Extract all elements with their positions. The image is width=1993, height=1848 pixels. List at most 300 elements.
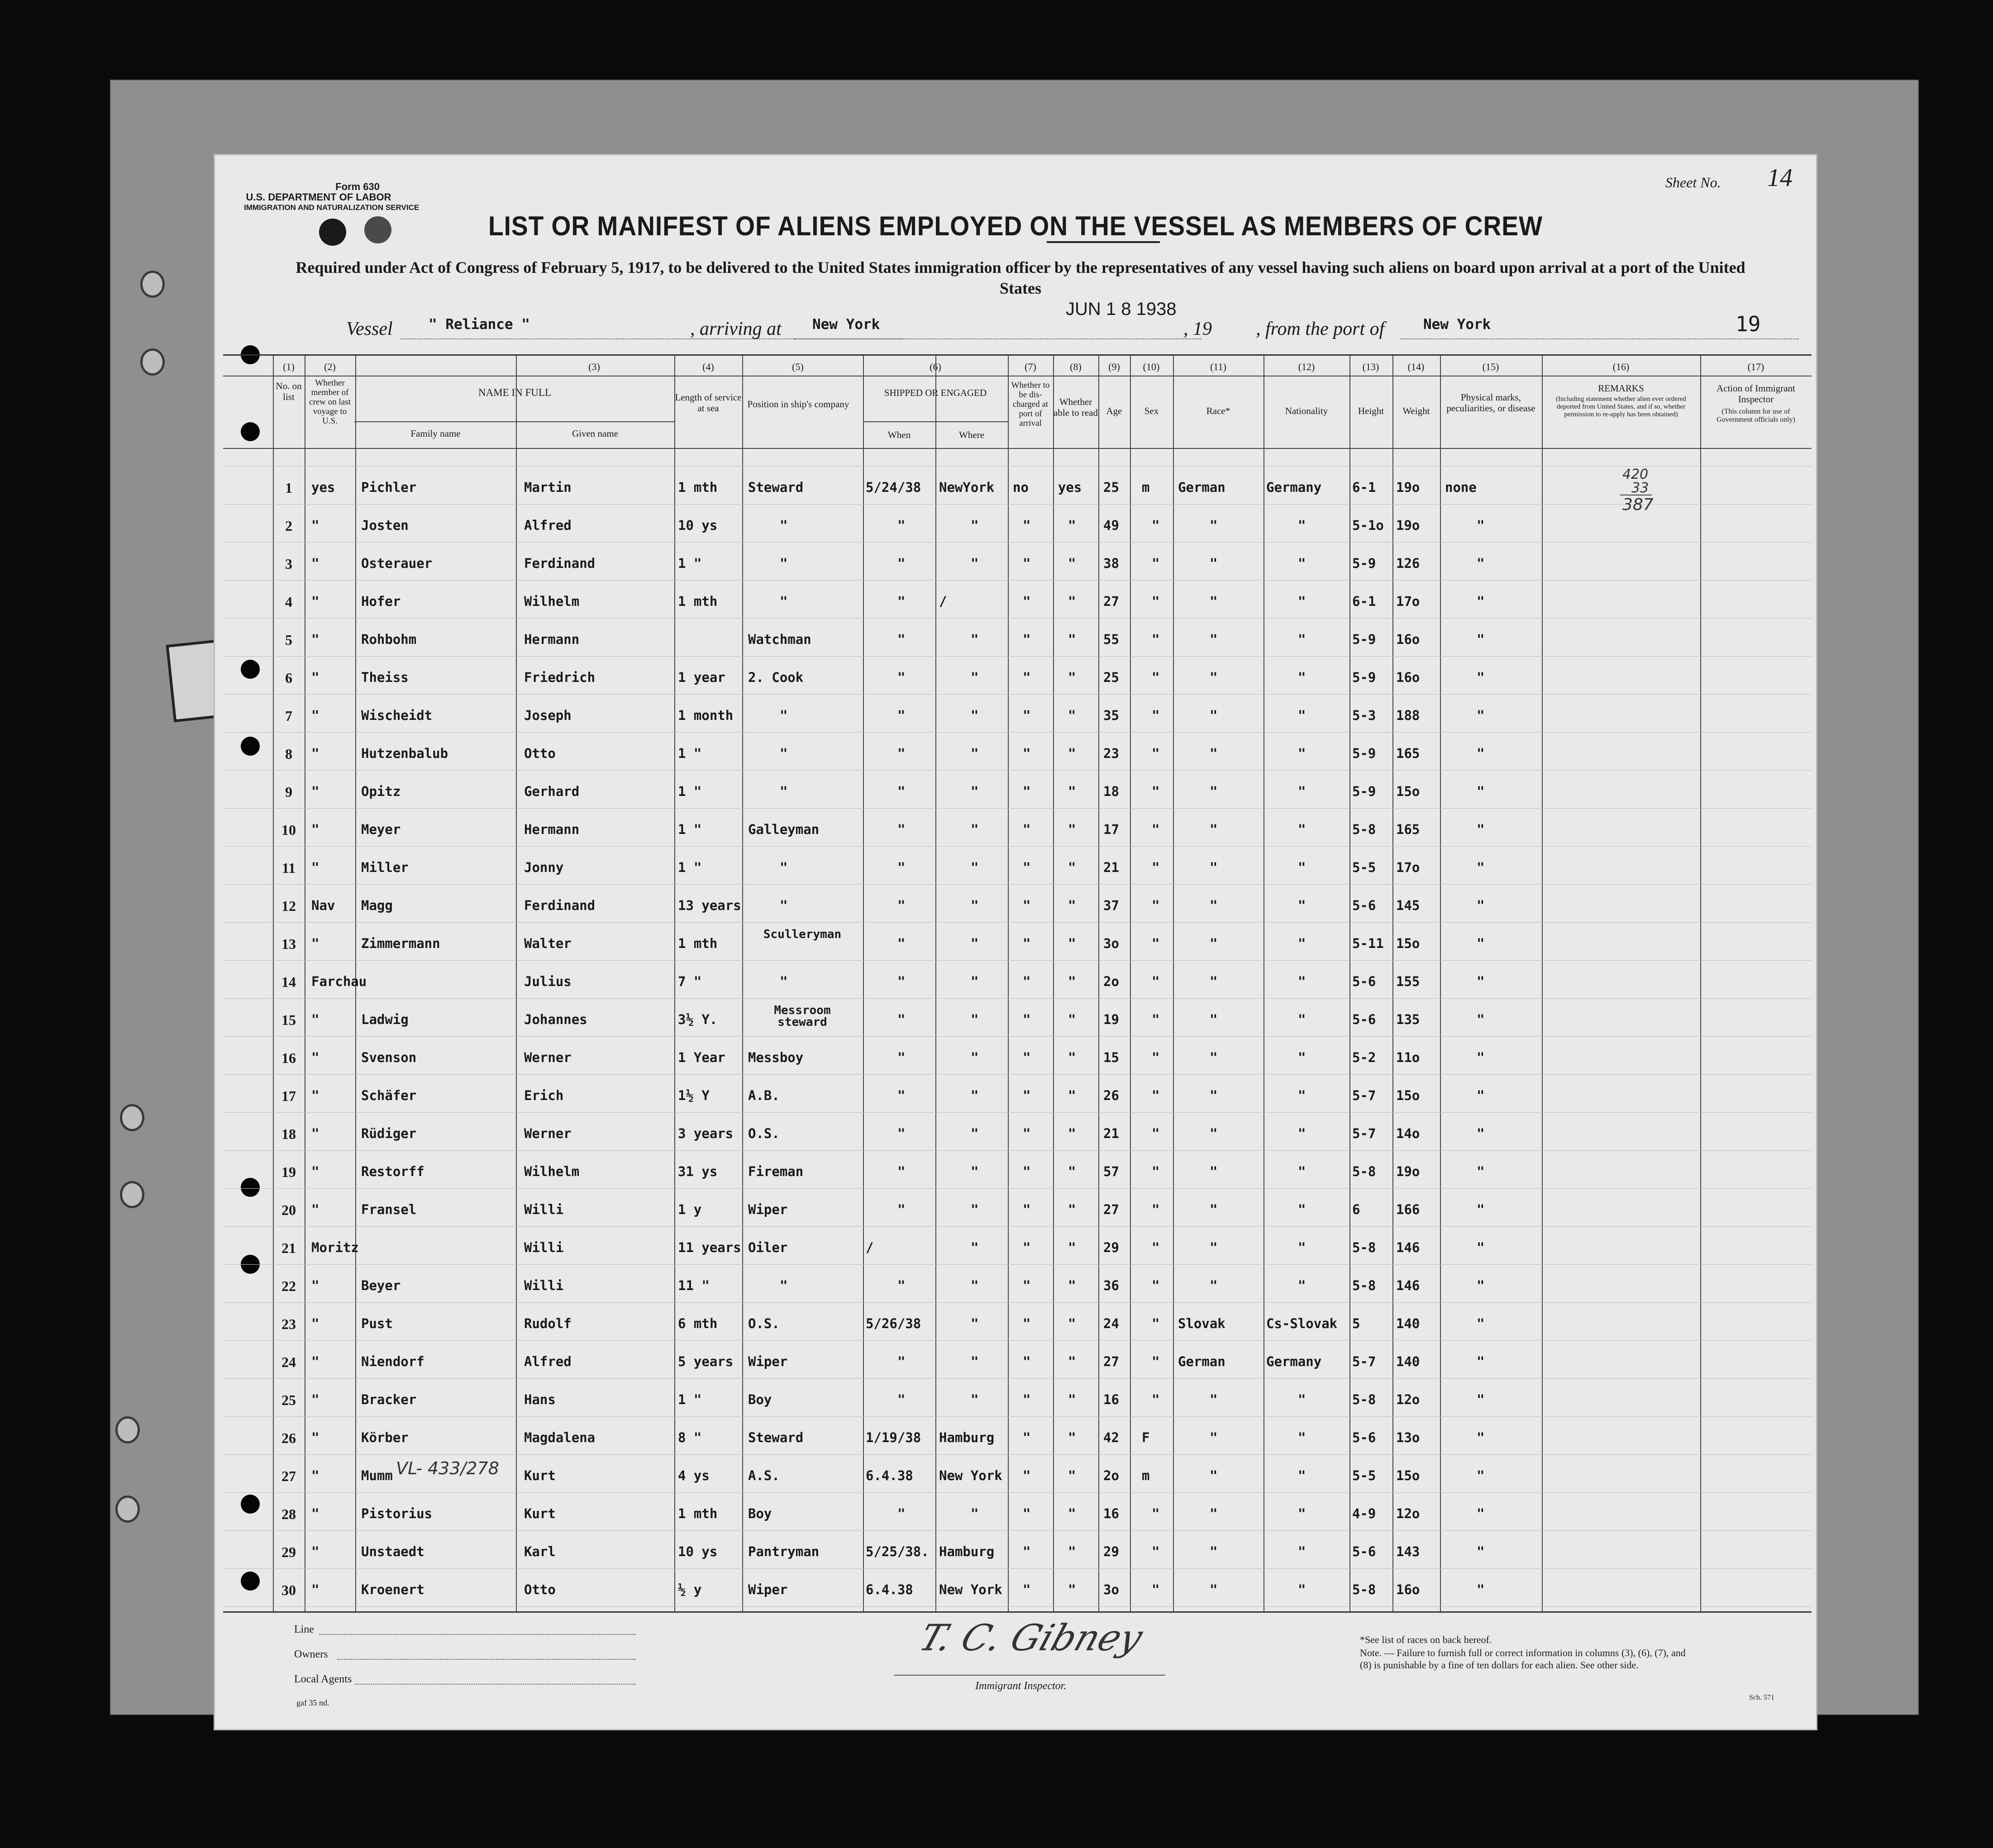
cell-nat: "	[1298, 1544, 1306, 1559]
cell-where: "	[971, 898, 979, 913]
form-title: LIST OR MANIFEST OF ALIENS EMPLOYED ON THE VESSEL AS MEMBERS OF CREW	[488, 211, 1543, 241]
cell-weight: 15o	[1396, 1088, 1420, 1103]
inspector-label: Immigrant Inspector.	[975, 1680, 1067, 1692]
cell-sex: "	[1152, 632, 1160, 647]
cell-nat: Cs-Slovak	[1266, 1316, 1338, 1331]
cell-age: 55	[1103, 632, 1119, 647]
cell-disch: "	[1023, 632, 1031, 647]
cell-where: "	[971, 1278, 979, 1293]
row-rule	[223, 466, 1812, 467]
column-rule	[1053, 356, 1054, 1611]
remarks-calc-3: 387	[1622, 495, 1654, 514]
cell-read: "	[1068, 594, 1076, 609]
cell-position: A.S.	[748, 1468, 780, 1483]
cell-height: 5-8	[1352, 1164, 1376, 1179]
cell-nat: "	[1298, 708, 1306, 723]
row-rule	[223, 1036, 1812, 1037]
hdr-action-sub: (This column for use of Government officials only)	[1716, 408, 1795, 424]
cell-weight: 12o	[1396, 1392, 1420, 1407]
cell-height: 5-9	[1352, 632, 1376, 647]
cell-nat: "	[1298, 746, 1306, 761]
cell-height: 5-1o	[1352, 518, 1384, 533]
cell-phys: "	[1477, 708, 1485, 723]
cell-weight: 145	[1396, 898, 1420, 913]
cell-disch: "	[1023, 1164, 1031, 1179]
cell-no: 4	[285, 594, 292, 610]
cell-phys: "	[1477, 1240, 1485, 1255]
cell-disch: "	[1023, 1050, 1031, 1065]
right-number: 19	[1736, 312, 1761, 336]
cell-last: "	[311, 1088, 319, 1103]
cell-no: 1	[285, 480, 292, 496]
cell-read: "	[1068, 936, 1076, 951]
department-label: U.S. DEPARTMENT OF LABOR	[246, 191, 391, 203]
cell-service: 1 Year	[678, 1050, 725, 1065]
cell-phys: "	[1477, 1582, 1485, 1597]
cell-phys: "	[1477, 936, 1485, 951]
cell-race: "	[1210, 746, 1218, 761]
cell-when: "	[897, 860, 906, 875]
cell-sex: "	[1152, 518, 1160, 533]
cell-sex: "	[1152, 1544, 1160, 1559]
cell-last: Moritz	[311, 1240, 359, 1255]
cell-phys: "	[1477, 1506, 1485, 1521]
cell-sex: "	[1152, 936, 1160, 951]
cell-age: 2o	[1103, 974, 1119, 989]
cell-age: 19	[1103, 1012, 1119, 1027]
row-rule	[223, 1226, 1812, 1227]
cell-no: 9	[285, 784, 292, 800]
cell-given: Julius	[524, 974, 572, 989]
cell-sex: m	[1142, 480, 1150, 495]
cell-family: Svenson	[361, 1050, 417, 1065]
cell-when: "	[897, 632, 906, 647]
cell-no: 26	[281, 1430, 296, 1446]
cell-where: "	[971, 1506, 979, 1521]
cell-service: 6 mth	[678, 1316, 718, 1331]
cell-where: "	[971, 974, 979, 989]
cell-race: "	[1210, 594, 1218, 609]
cell-disch: "	[1023, 1202, 1031, 1217]
cell-nat: "	[1298, 1012, 1306, 1027]
cell-race: "	[1210, 1088, 1218, 1103]
cell-given: Hermann	[524, 632, 580, 647]
cell-read: "	[1068, 1050, 1076, 1065]
row-rule	[223, 960, 1812, 961]
cell-where: "	[971, 822, 979, 837]
cell-where: New York	[939, 1468, 1002, 1483]
cell-when: "	[897, 1012, 906, 1027]
column-rule	[273, 356, 274, 1611]
cell-service: 1 "	[678, 822, 702, 837]
cell-position: Galleyman	[748, 822, 820, 837]
cell-no: 25	[281, 1392, 296, 1408]
cell-height: 5-6	[1352, 1430, 1376, 1445]
cell-where: "	[971, 670, 979, 685]
cell-age: 27	[1103, 1354, 1119, 1369]
cell-height: 5-7	[1352, 1088, 1376, 1103]
cell-position: Pantryman	[748, 1544, 820, 1559]
cell-when: "	[897, 594, 906, 609]
cell-service: 1 mth	[678, 480, 718, 495]
cell-read: "	[1068, 1582, 1076, 1597]
cell-when: /	[866, 1240, 874, 1255]
cell-given: Werner	[524, 1050, 572, 1065]
cell-no: 17	[281, 1088, 296, 1104]
column-number: (17)	[1747, 361, 1764, 372]
cell-where: "	[971, 1392, 979, 1407]
cell-service: 3 years	[678, 1126, 734, 1141]
cell-disch: "	[1023, 556, 1031, 571]
cell-family: Zimmermann	[361, 936, 440, 951]
hdr-position: Position in ship's company	[747, 399, 849, 410]
cell-weight: 165	[1396, 822, 1420, 837]
cell-age: 15	[1103, 1050, 1119, 1065]
cell-race: "	[1210, 1240, 1218, 1255]
cell-position: "	[780, 898, 788, 913]
cell-read: "	[1068, 518, 1076, 533]
cell-weight: 16o	[1396, 670, 1420, 685]
cell-phys: "	[1477, 1088, 1485, 1103]
cell-weight: 188	[1396, 708, 1420, 723]
cell-when: "	[897, 556, 906, 571]
column-rule	[1008, 356, 1009, 1611]
hdr-age: Age	[1106, 405, 1122, 416]
cell-no: 10	[281, 822, 296, 838]
cell-nat: "	[1298, 1088, 1306, 1103]
cell-phys: "	[1477, 556, 1485, 571]
cell-read: "	[1068, 1164, 1076, 1179]
cell-given: Walter	[524, 936, 572, 951]
cell-read: "	[1068, 974, 1076, 989]
cell-age: 37	[1103, 898, 1119, 913]
cell-position: Wiper	[748, 1354, 788, 1369]
cell-where: "	[971, 556, 979, 571]
cell-age: 29	[1103, 1544, 1119, 1559]
cell-disch: "	[1023, 1544, 1031, 1559]
cell-nat: Germany	[1266, 480, 1322, 495]
cell-age: 49	[1103, 518, 1119, 533]
cell-family: Restorff	[361, 1164, 424, 1179]
cell-disch: "	[1023, 822, 1031, 837]
cell-where: "	[971, 746, 979, 761]
cell-race: "	[1210, 556, 1218, 571]
cell-disch: "	[1023, 974, 1031, 989]
column-number: (5)	[792, 361, 804, 372]
cell-where: "	[971, 518, 979, 533]
cell-service: 10 ys	[678, 518, 718, 533]
cell-given: Wilhelm	[524, 1164, 580, 1179]
cell-when: "	[897, 1126, 906, 1141]
cell-sex: "	[1152, 1050, 1160, 1065]
hdr-physical: Physical marks, peculiarities, or disease	[1446, 392, 1535, 414]
cell-race: "	[1210, 860, 1218, 875]
cell-weight: 135	[1396, 1012, 1420, 1027]
cell-nat: "	[1298, 1392, 1306, 1407]
column-number: (1)	[283, 361, 295, 372]
cell-weight: 14o	[1396, 1126, 1420, 1141]
cell-age: 3o	[1103, 936, 1119, 951]
cell-phys: "	[1477, 1316, 1485, 1331]
cell-service: 10 ys	[678, 1544, 718, 1559]
cell-nat: "	[1298, 822, 1306, 837]
cell-height: 5-8	[1352, 1392, 1376, 1407]
column-rule	[1700, 356, 1701, 1611]
cell-height: 5-6	[1352, 1012, 1376, 1027]
cell-sex: "	[1152, 1126, 1160, 1141]
cell-phys: "	[1477, 1544, 1485, 1559]
cell-race: "	[1210, 1506, 1218, 1521]
cell-phys: "	[1477, 1430, 1485, 1445]
cell-read: "	[1068, 898, 1076, 913]
cell-age: 2o	[1103, 1468, 1119, 1483]
cell-race: German	[1178, 480, 1225, 495]
cell-position: "	[780, 594, 788, 609]
cell-position: Messroom steward	[774, 1004, 831, 1029]
cell-family: Josten	[361, 518, 409, 533]
cell-nat: "	[1298, 670, 1306, 685]
cell-sex: "	[1152, 556, 1160, 571]
cell-race: "	[1210, 1202, 1218, 1217]
cell-race: German	[1178, 1354, 1225, 1369]
fine-note: Note. — Failure to furnish full or correct information in columns (3), (6), (7), and (8) is punishable by a fine of ten dollars for each alien. See other side.	[1360, 1647, 1686, 1671]
cell-position: Messboy	[748, 1050, 804, 1065]
row-rule	[223, 1302, 1812, 1303]
cell-phys: "	[1477, 898, 1485, 913]
sch-code: Sch. 571	[1749, 1694, 1774, 1701]
cell-where: "	[971, 860, 979, 875]
cell-height: 5-2	[1352, 1050, 1376, 1065]
cell-age: 21	[1103, 1126, 1119, 1141]
cell-where: "	[971, 784, 979, 799]
cell-last: "	[311, 632, 319, 647]
cell-race: "	[1210, 1544, 1218, 1559]
cell-service: 1 mth	[678, 936, 718, 951]
cell-when: "	[897, 974, 906, 989]
cell-race: "	[1210, 1392, 1218, 1407]
cell-family: Körber	[361, 1430, 409, 1445]
cell-nat: "	[1298, 1164, 1306, 1179]
cell-last: "	[311, 594, 319, 609]
cell-age: 35	[1103, 708, 1119, 723]
cell-weight: 146	[1396, 1240, 1420, 1255]
row-rule	[223, 998, 1812, 999]
cell-last: Nav	[311, 898, 335, 913]
column-rule	[863, 356, 864, 1611]
cell-sex: "	[1152, 594, 1160, 609]
from-label: , from the port of	[1256, 319, 1385, 339]
cell-where: "	[971, 1088, 979, 1103]
cell-when: "	[897, 1278, 906, 1293]
cell-family: Rohbohm	[361, 632, 417, 647]
cell-no: 28	[281, 1506, 296, 1522]
cell-where: "	[971, 1240, 979, 1255]
header-rule	[223, 448, 1812, 449]
cell-family: Niendorf	[361, 1354, 424, 1369]
row-rule	[223, 1378, 1812, 1379]
cell-family: Wischeidt	[361, 708, 433, 723]
column-rule	[1542, 356, 1543, 1611]
cell-when: "	[897, 784, 906, 799]
cell-nat: "	[1298, 1126, 1306, 1141]
cell-where: /	[939, 594, 947, 609]
hdr-race: Race*	[1206, 405, 1230, 416]
cell-read: "	[1068, 1430, 1076, 1445]
cell-no: 20	[281, 1202, 296, 1218]
cell-sex: "	[1152, 974, 1160, 989]
cell-last: "	[311, 822, 319, 837]
sheet-no-value: 14	[1767, 164, 1793, 192]
cell-weight: 17o	[1396, 860, 1420, 875]
cell-race: "	[1210, 1278, 1218, 1293]
cell-read: yes	[1058, 480, 1082, 495]
row-rule	[223, 1492, 1812, 1493]
cell-nat: "	[1298, 936, 1306, 951]
cell-race: "	[1210, 1050, 1218, 1065]
cell-weight: 155	[1396, 974, 1420, 989]
cell-service: 1 mth	[678, 594, 718, 609]
cell-when: 5/25/38.	[866, 1544, 929, 1559]
agents-label: Local Agents	[294, 1673, 352, 1685]
row-rule	[223, 1606, 1812, 1607]
column-number: (8)	[1070, 361, 1082, 372]
cell-service: 1 "	[678, 784, 702, 799]
cell-position: "	[780, 860, 788, 875]
punch-hole	[115, 1416, 140, 1443]
cell-sex: "	[1152, 1012, 1160, 1027]
cell-read: "	[1068, 1240, 1076, 1255]
cell-service: 3½ Y.	[678, 1012, 718, 1027]
cell-given: Otto	[524, 1582, 556, 1597]
cell-read: "	[1068, 1012, 1076, 1027]
cell-service: 1 "	[678, 860, 702, 875]
cell-phys: "	[1477, 632, 1485, 647]
cell-no: 30	[281, 1582, 296, 1598]
cell-phys: "	[1477, 1202, 1485, 1217]
cell-nat: "	[1298, 556, 1306, 571]
form-label: Form 630	[335, 181, 380, 192]
cell-weight: 16o	[1396, 1582, 1420, 1597]
cell-age: 21	[1103, 860, 1119, 875]
cell-race: "	[1210, 1012, 1218, 1027]
cell-disch: "	[1023, 1430, 1031, 1445]
hdr-service: Length of service at sea	[675, 392, 742, 414]
cell-last: "	[311, 1050, 319, 1065]
cell-weight: 126	[1396, 556, 1420, 571]
cell-given: Martin	[524, 480, 572, 495]
cell-given: Kurt	[524, 1506, 556, 1521]
cell-given: Friedrich	[524, 670, 596, 685]
cell-weight: 19o	[1396, 518, 1420, 533]
cell-height: 5-9	[1352, 746, 1376, 761]
cell-where: "	[971, 1164, 979, 1179]
cell-disch: "	[1023, 1316, 1031, 1331]
cell-sex: "	[1152, 1088, 1160, 1103]
cell-given: Wilhelm	[524, 594, 580, 609]
row-rule	[223, 1568, 1812, 1569]
hdr-action: Action of Immigrant Inspector	[1716, 383, 1795, 405]
cell-read: "	[1068, 1392, 1076, 1407]
cell-read: "	[1068, 632, 1076, 647]
cell-position: Boy	[748, 1506, 772, 1521]
cell-no: 15	[281, 1012, 296, 1028]
punch-hole	[120, 1104, 144, 1131]
cell-family: Magg	[361, 898, 393, 913]
cell-age: 16	[1103, 1506, 1119, 1521]
cell-given: Erich	[524, 1088, 564, 1103]
cell-family: Beyer	[361, 1278, 401, 1293]
arriving-port: New York	[812, 316, 880, 333]
cell-sex: "	[1152, 860, 1160, 875]
cell-weight: 19o	[1396, 480, 1420, 495]
cell-last: "	[311, 746, 319, 761]
hdr-discharged: Whether to be dis-charged at port of arrival	[1011, 381, 1050, 428]
cell-nat: "	[1298, 1468, 1306, 1483]
row-rule	[223, 1188, 1812, 1189]
cell-last: "	[311, 1430, 319, 1445]
cell-disch: "	[1023, 1392, 1031, 1407]
cell-disch: "	[1023, 1354, 1031, 1369]
cell-weight: 140	[1396, 1316, 1420, 1331]
column-rule	[742, 356, 743, 1611]
cell-nat: "	[1298, 1506, 1306, 1521]
cell-sex: "	[1152, 708, 1160, 723]
cell-weight: 140	[1396, 1354, 1420, 1369]
cell-service: 11 "	[678, 1278, 710, 1293]
cell-where: Hamburg	[939, 1544, 995, 1559]
cell-where: "	[971, 708, 979, 723]
cell-phys: "	[1477, 1354, 1485, 1369]
cell-race: "	[1210, 1430, 1218, 1445]
cell-race: "	[1210, 670, 1218, 685]
cell-height: 5-8	[1352, 1278, 1376, 1293]
cell-race: "	[1210, 898, 1218, 913]
cell-service: ½ y	[678, 1582, 702, 1597]
cell-given: Gerhard	[524, 784, 580, 799]
cell-phys: "	[1477, 1012, 1485, 1027]
column-rule	[1173, 356, 1174, 1611]
cell-position: O.S.	[748, 1316, 780, 1331]
cell-read: "	[1068, 860, 1076, 875]
cell-read: "	[1068, 822, 1076, 837]
arriving-label: , arriving at	[690, 319, 782, 339]
cell-nat: "	[1298, 1582, 1306, 1597]
cell-service: 1 "	[678, 1392, 702, 1407]
cell-age: 42	[1103, 1430, 1119, 1445]
cell-where: "	[971, 1202, 979, 1217]
cell-disch: "	[1023, 784, 1031, 799]
cell-nat: "	[1298, 784, 1306, 799]
cell-last: "	[311, 1202, 319, 1217]
cell-given: Hermann	[524, 822, 580, 837]
cell-height: 5-9	[1352, 670, 1376, 685]
cell-service: 7 "	[678, 974, 702, 989]
cell-given: Rudolf	[524, 1316, 572, 1331]
cell-height: 5-8	[1352, 1582, 1376, 1597]
cell-weight: 15o	[1396, 1468, 1420, 1483]
hdr-name: NAME IN FULL	[478, 387, 551, 398]
cell-height: 6-1	[1352, 480, 1376, 495]
cell-read: "	[1068, 556, 1076, 571]
cell-read: "	[1068, 746, 1076, 761]
cell-service: 11 years	[678, 1240, 741, 1255]
cell-service: 5 years	[678, 1354, 734, 1369]
cell-height: 5-7	[1352, 1354, 1376, 1369]
cell-service: 1 year	[678, 670, 725, 685]
cell-read: "	[1068, 708, 1076, 723]
cell-given: Jonny	[524, 860, 564, 875]
cell-race: "	[1210, 708, 1218, 723]
